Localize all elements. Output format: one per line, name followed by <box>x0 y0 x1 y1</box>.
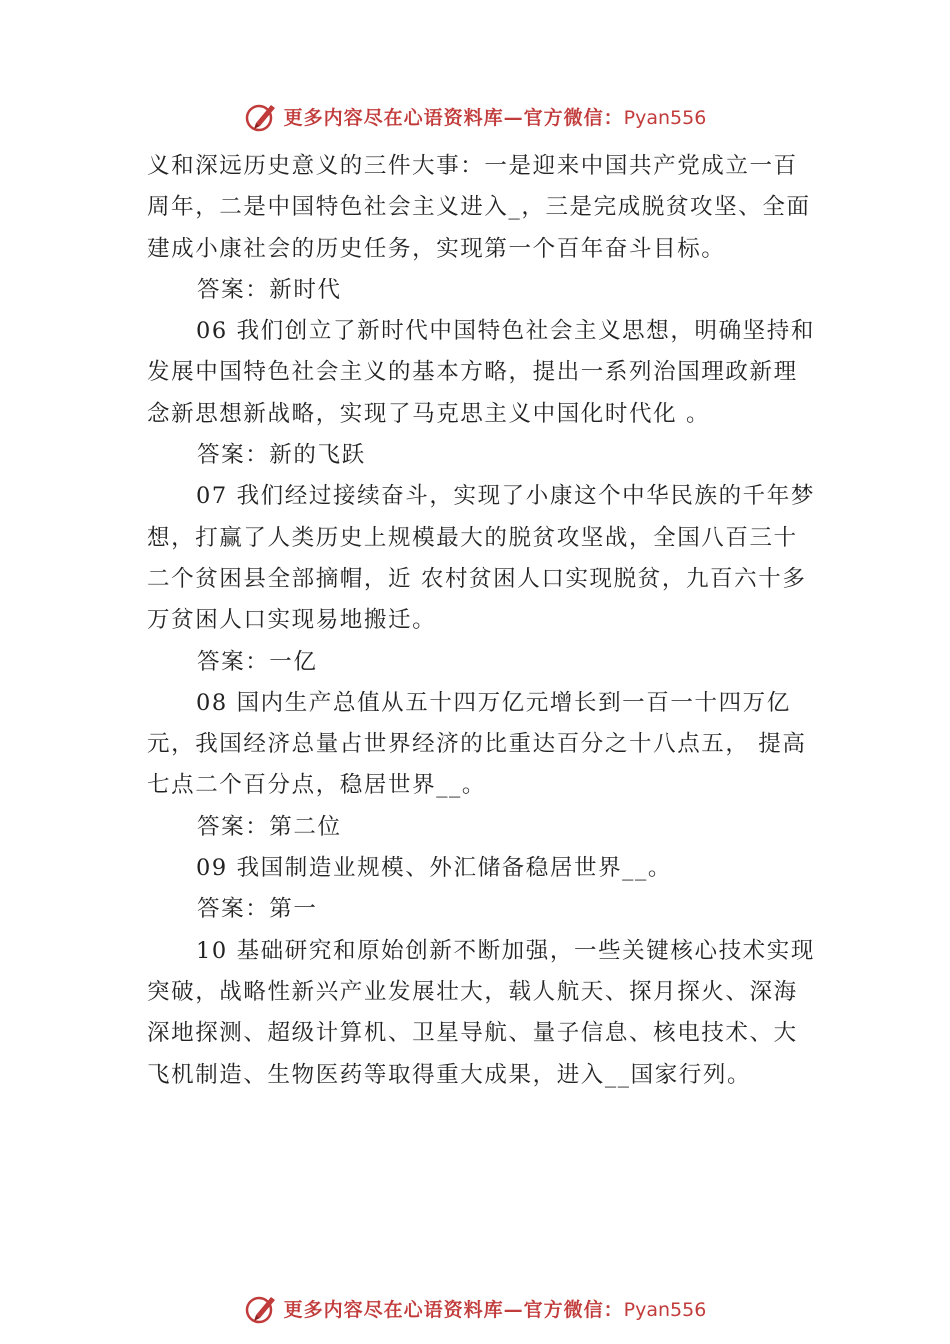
paragraph: 义和深远历史意义的三件大事：一是迎来中国共产党成立一百周年，二是中国特色社会主义进入_，三是完成脱贫攻坚、全面建成小康社会的历史任务，实现第一个百年奋斗目标。 <box>147 153 811 262</box>
footer-banner <box>0 1288 950 1328</box>
question-06: 06 我们创立了新时代中国特色社会主义思想，明确坚持和发展中国特色社会主义的基本方略，提出一系列治国理政新理念新思想新战略，实现了马克思主义中国化时代化 。 <box>147 318 815 427</box>
banner-text <box>284 1295 707 1322</box>
banner-label: 更多内容尽在心语资料库—官方微信： <box>283 1298 624 1321</box>
wechat-id: Pyan556 <box>623 1298 707 1321</box>
pen-nib-circle-logo-icon <box>244 1291 278 1325</box>
pen-nib-circle-logo-icon <box>244 99 278 133</box>
question-10: 10 基础研究和原始创新不断加强，一些关键核心技术实现突破，战略性新兴产业发展壮大，载人航天、探月探火、深海深地探测、超级计算机、卫星导航、量子信息、核电技术、大飞机制造、生物医药等取得重大成果，进入__国家行列。 <box>147 937 815 1088</box>
question-07: 07 我们经过接续奋斗，实现了小康这个中华民族的千年梦想，打赢了人类历史上规模最大的脱贫攻坚战，全国八百三十二个贫困县全部摘帽，近 农村贫困人口实现脱贫，九百六十多万贫困人口实现易地搬迁。 <box>147 483 815 634</box>
question-09: 09 我国制造业规模、外汇储备稳居世界__。 <box>196 855 672 882</box>
answer-08: 答案：第二位 <box>197 813 342 840</box>
banner-label: 更多内容尽在心语资料库—官方微信： <box>283 106 624 129</box>
answer-09: 答案：第一 <box>197 896 318 923</box>
answer-06: 答案：新的飞跃 <box>197 442 366 469</box>
answer: 答案：新时代 <box>197 276 342 303</box>
question-08: 08 国内生产总值从五十四万亿元增长到一百一十四万亿元，我国经济总量占世界经济的比重达百分之十八点五， 提高七点二个百分点，稳居世界__。 <box>147 689 807 799</box>
header-banner <box>0 96 950 136</box>
banner-text <box>284 103 707 130</box>
wechat-id: Pyan556 <box>623 106 707 129</box>
answer-07: 答案：一亿 <box>197 648 318 675</box>
document-body <box>147 146 819 1096</box>
